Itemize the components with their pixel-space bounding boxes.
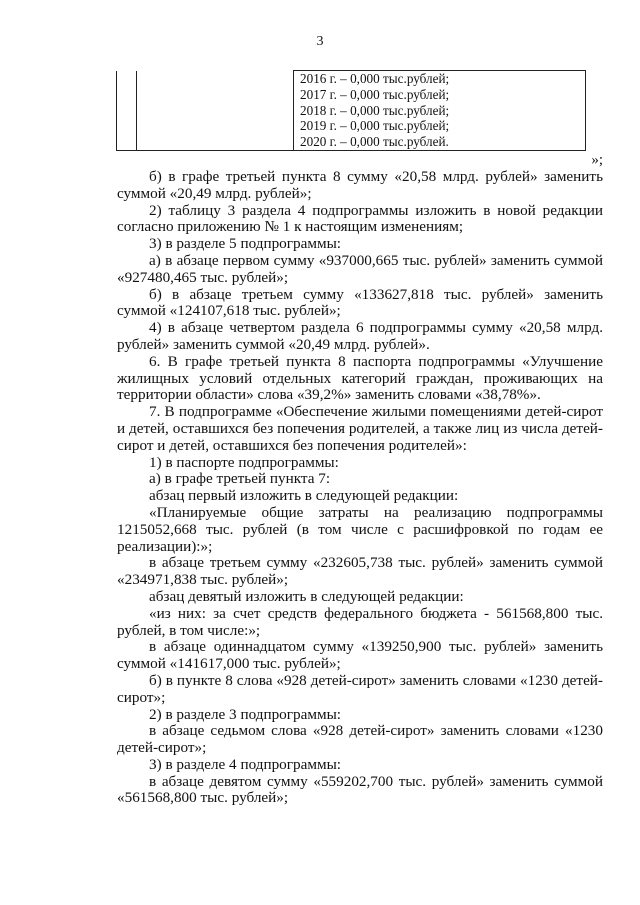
paragraph: в абзаце седьмом слова «928 детей-сирот» заменить словами «1230 детей-сирот»; [117, 722, 603, 757]
paragraph: «Планируемые общие затраты на реализацию подпрограммы 1215052,668 тыс. рублей (в том числе с расшифровкой по годам ее реализации):»; [117, 503, 603, 555]
paragraph: абзац девятый изложить в следующей редакции: [149, 587, 464, 605]
funding-year-line: 2017 г. – 0,000 тыс.рублей; [300, 86, 450, 102]
paragraph: а) в абзаце первом сумму «937000,665 тыс. рублей» заменить суммой «927480,465 тыс. рублей»; [117, 251, 603, 286]
paragraph: «из них: за счет средств федерального бюджета - 561568,800 тыс. рублей, в том числе:»; [117, 604, 603, 639]
table-cell-label [137, 71, 294, 151]
body-text [117, 169, 603, 807]
paragraph: в абзаце третьем сумму «232605,738 тыс. рублей» заменить суммой «234971,838 тыс. рублей»; [117, 554, 603, 589]
funding-year-line: 2018 г. – 0,000 тыс.рублей; [300, 102, 450, 118]
table-cell-number [117, 71, 137, 151]
paragraph: 2) в разделе 3 подпрограммы: [149, 705, 341, 723]
paragraph: а) в графе третьей пункта 7: [149, 470, 331, 488]
paragraph: 6. В графе третьей пункта 8 паспорта подпрограммы «Улучшение жилищных условий отдельных категорий граждан, проживающих на территории области» слова «39,2%» заменить словами «38,78%». [117, 352, 603, 404]
paragraph: б) в пункте 8 слова «928 детей-сирот» заменить словами «1230 детей-сирот»; [117, 671, 603, 706]
paragraph: в абзаце одиннадцатом сумму «139250,900 тыс. рублей» заменить суммой «141617,000 тыс. рублей»; [117, 638, 603, 673]
funding-year-line: 2019 г. – 0,000 тыс.рублей; [300, 118, 450, 134]
paragraph: б) в графе третьей пункта 8 сумму «20,58 млрд. рублей» заменить суммой «20,49 млрд. рублей»; [117, 168, 603, 202]
table-row [117, 71, 586, 151]
paragraph: 3) в разделе 5 подпрограммы: [149, 235, 341, 253]
paragraph: 7. В подпрограмме «Обеспечение жилыми помещениями детей-сирот и детей, оставшихся без попечения родителей, а также лиц из числа детей-сирот и детей, оставшихся без попечения родителей»: [117, 403, 603, 454]
paragraph: б) в абзаце третьем сумму «133627,818 тыс. рублей» заменить суммой «124107,618 тыс. рублей»; [117, 285, 603, 320]
paragraph: 4) в абзаце четвертом раздела 6 подпрограммы сумму «20,58 млрд. рублей» заменить суммой «20,49 млрд. рублей». [117, 319, 603, 353]
closing-quote: »; [591, 152, 603, 168]
paragraph: 2) таблицу 3 раздела 4 подпрограммы изложить в новой редакции согласно приложению № 1 к настоящим изменениям; [117, 201, 603, 236]
table-cell-funding [294, 71, 586, 151]
paragraph: 3) в разделе 4 подпрограммы: [149, 755, 341, 773]
paragraph: абзац первый изложить в следующей редакции: [149, 487, 459, 505]
paragraph: 1) в паспорте подпрограммы: [149, 453, 339, 471]
funding-year-line: 2020 г. – 0,000 тыс.рублей. [300, 134, 449, 150]
funding-table [116, 70, 586, 151]
funding-year-line: 2016 г. – 0,000 тыс.рублей; [300, 71, 450, 86]
page-number: 3 [316, 34, 324, 49]
paragraph: в абзаце девятом сумму «559202,700 тыс. рублей» заменить суммой «561568,800 тыс. рублей»; [117, 772, 603, 807]
